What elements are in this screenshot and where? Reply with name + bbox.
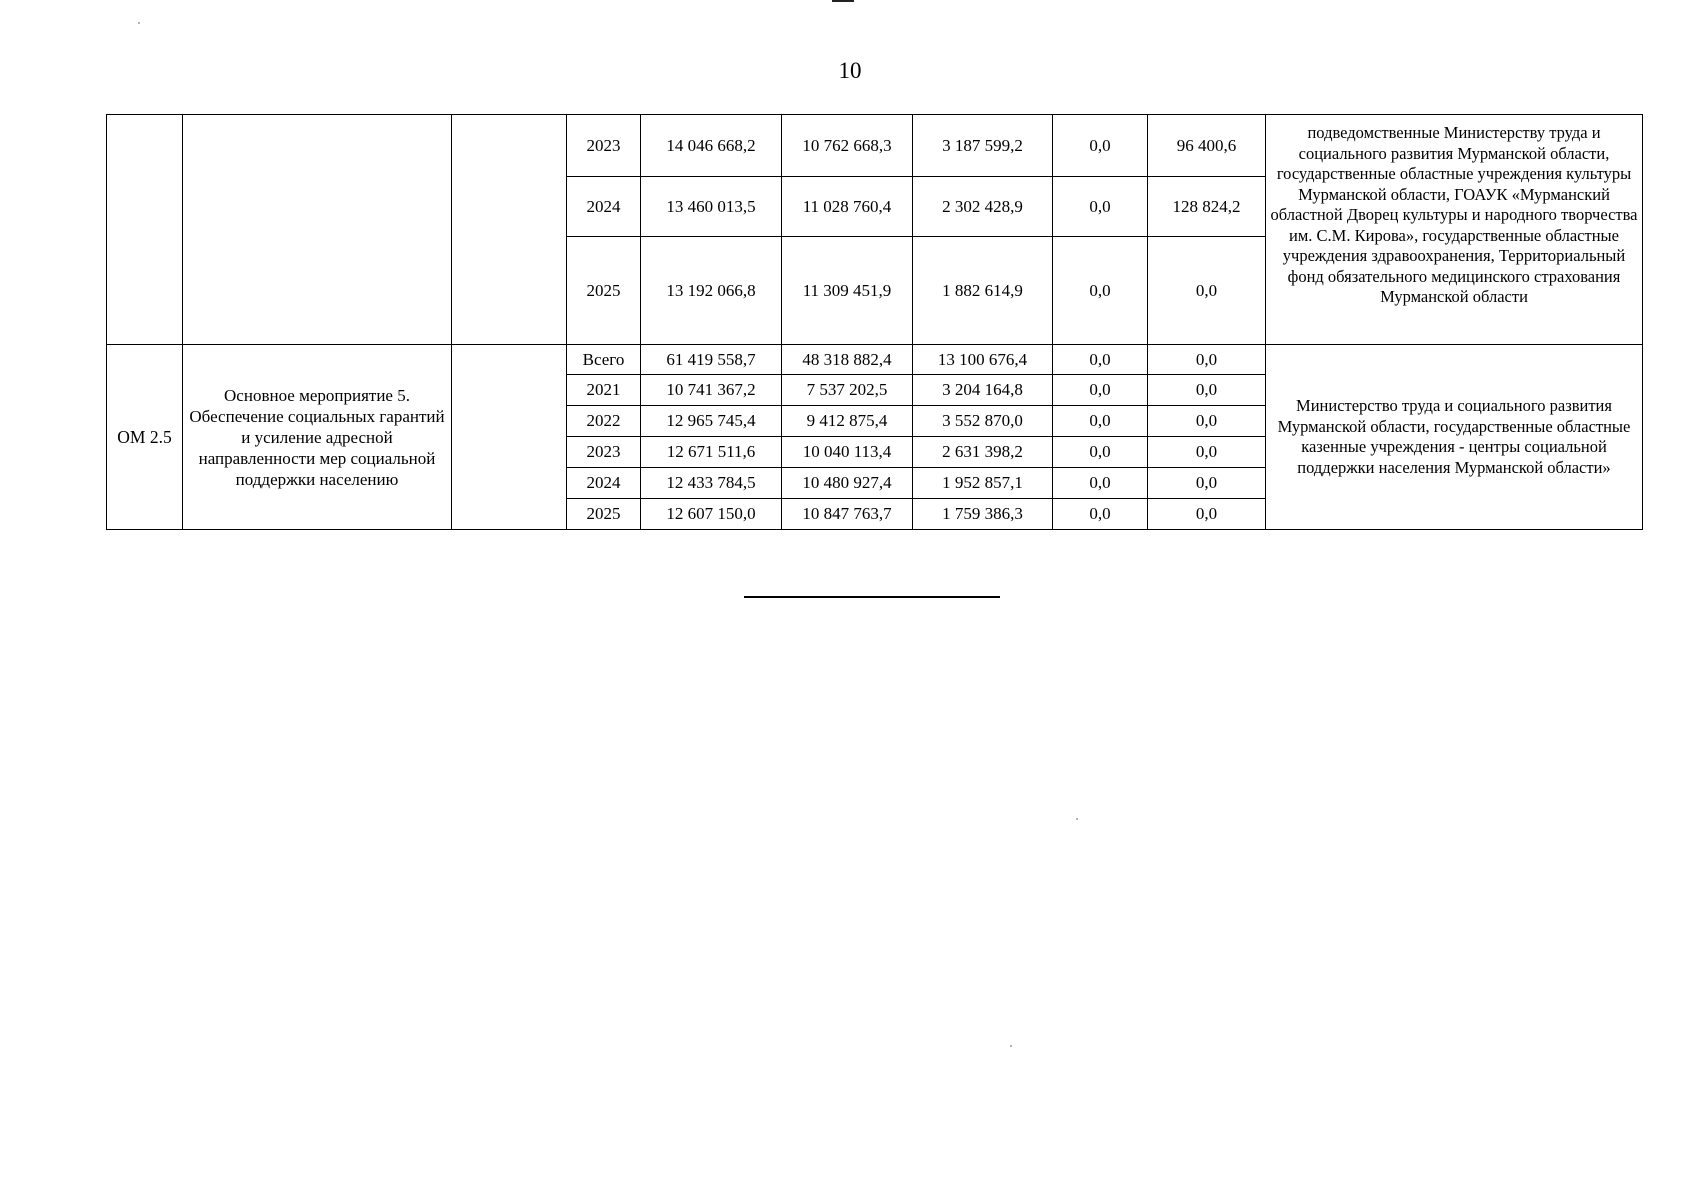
year-cell: Всего [567, 345, 641, 375]
amount-cell: 0,0 [1148, 375, 1266, 406]
amount-cell: 1 759 386,3 [913, 499, 1053, 530]
table-row [107, 115, 1643, 177]
total-cell: 14 046 668,2 [641, 115, 782, 177]
scan-speck [1010, 1045, 1012, 1047]
total-cell: 12 607 150,0 [641, 499, 782, 530]
year-cell: 2025 [567, 499, 641, 530]
amount-cell: 96 400,6 [1148, 115, 1266, 177]
amount-cell: 0,0 [1148, 468, 1266, 499]
total-cell: 13 192 066,8 [641, 237, 782, 345]
amount-cell: 2 631 398,2 [913, 437, 1053, 468]
year-cell: 2023 [567, 115, 641, 177]
empty-cell [452, 345, 567, 530]
amount-cell: 10 040 113,4 [782, 437, 913, 468]
financing-table [106, 114, 1643, 530]
amount-cell: 3 552 870,0 [913, 406, 1053, 437]
table-row [107, 345, 1643, 375]
total-cell: 12 433 784,5 [641, 468, 782, 499]
amount-cell: 11 028 760,4 [782, 177, 913, 237]
year-cell: 2021 [567, 375, 641, 406]
year-cell: 2025 [567, 237, 641, 345]
scan-speck [1076, 818, 1078, 820]
scan-speck [138, 22, 140, 24]
year-cell: 2024 [567, 468, 641, 499]
amount-cell: 0,0 [1053, 437, 1148, 468]
amount-cell: 0,0 [1053, 237, 1148, 345]
amount-cell: 48 318 882,4 [782, 345, 913, 375]
amount-cell: 0,0 [1053, 499, 1148, 530]
amount-cell: 0,0 [1053, 406, 1148, 437]
name-cell-empty [183, 115, 452, 345]
total-cell: 12 965 745,4 [641, 406, 782, 437]
total-cell: 61 419 558,7 [641, 345, 782, 375]
amount-cell: 0,0 [1053, 177, 1148, 237]
amount-cell: 0,0 [1148, 437, 1266, 468]
amount-cell: 10 762 668,3 [782, 115, 913, 177]
amount-cell: 9 412 875,4 [782, 406, 913, 437]
top-edge-mark [832, 0, 854, 2]
amount-cell: 0,0 [1053, 345, 1148, 375]
year-cell: 2023 [567, 437, 641, 468]
amount-cell: 10 480 927,4 [782, 468, 913, 499]
amount-cell: 10 847 763,7 [782, 499, 913, 530]
total-cell: 10 741 367,2 [641, 375, 782, 406]
amount-cell: 0,0 [1053, 375, 1148, 406]
amount-cell: 0,0 [1148, 406, 1266, 437]
amount-cell: 0,0 [1053, 115, 1148, 177]
total-cell: 13 460 013,5 [641, 177, 782, 237]
amount-cell: 0,0 [1148, 345, 1266, 375]
executors-cell: Министерство труда и социального развития Мурманской области, государственные областные казенные учреждения - центры социальной поддержки населения Мурманской области» [1266, 345, 1643, 530]
amount-cell: 3 187 599,2 [913, 115, 1053, 177]
amount-cell: 3 204 164,8 [913, 375, 1053, 406]
amount-cell: 2 302 428,9 [913, 177, 1053, 237]
measure-name-cell: Основное мероприятие 5. Обеспечение социальных гарантий и усиление адресной направленности мер социальной поддержки населению [183, 345, 452, 530]
amount-cell: 128 824,2 [1148, 177, 1266, 237]
year-cell: 2024 [567, 177, 641, 237]
amount-cell: 0,0 [1148, 237, 1266, 345]
code-cell-empty [107, 115, 183, 345]
amount-cell: 7 537 202,5 [782, 375, 913, 406]
year-cell: 2022 [567, 406, 641, 437]
empty-cell [452, 115, 567, 345]
amount-cell: 1 952 857,1 [913, 468, 1053, 499]
measure-code-cell: ОМ 2.5 [107, 345, 183, 530]
end-of-document-line [744, 596, 1000, 598]
page-number: 10 [838, 58, 862, 83]
amount-cell: 1 882 614,9 [913, 237, 1053, 345]
amount-cell: 11 309 451,9 [782, 237, 913, 345]
amount-cell: 0,0 [1053, 468, 1148, 499]
executors-cell: подведомственные Министерству труда и социального развития Мурманской области, государственные областные учреждения культуры Мурманской области, ГОАУК «Мурманский областной Дворец культуры и народного творчества им. С.М. Кирова», государственные областные учреждения здравоохранения, Территориальный фонд обязательного медицинского страхования Мурманской области [1266, 115, 1643, 345]
total-cell: 12 671 511,6 [641, 437, 782, 468]
amount-cell: 0,0 [1148, 499, 1266, 530]
amount-cell: 13 100 676,4 [913, 345, 1053, 375]
